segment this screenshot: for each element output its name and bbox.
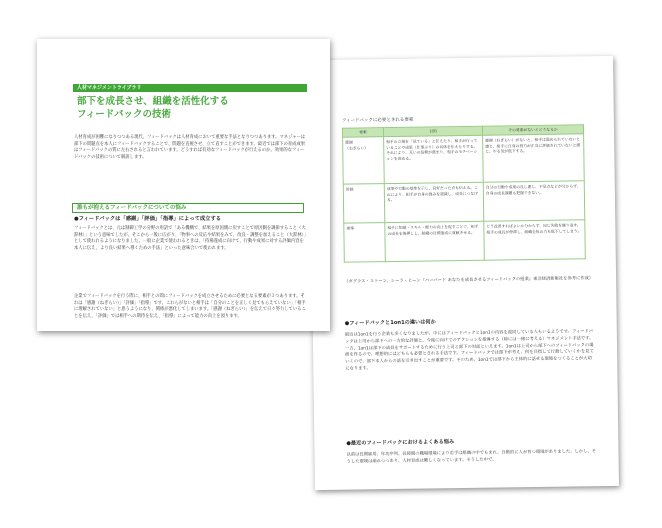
table-cell-purpose: 成果や行動の基準を示し、良好だった点も伝える。これにより、相手が自身の強みを認識し、成長につなげる。 [384,182,484,222]
body-paragraph: 最近は1on1を行う企業も多くなりましたが、中にはフィードバックと1on1の内容を混同している人もいるようです。フィードバックは上司から部下への一方的な評価と、今後に向けてのアクションを指導する（時には一緒に考える）マネジメント手法です。一方、1on1は部下の成長をサポートするために行う上司と部下の対話といえます。1on1は上司から部下へのフィードバックの場面を作るので、理想的にはどちらも必要とされる手法です。フィードバックでは部下が考え、何を目指して行動していくかを見ていくので、部下本人からの話を引き出すことが重要です。そのため、1on1では部下から主体的に話せる環境をつくることが大切になります。 [344,329,594,372]
table-cell-type: 感謝 （ねぎらい） [343,137,385,185]
table-cell-without: 感謝（ねぎらい）がないと、相手は認められていないと感じ、相手に自身の努力が正当に評価されていないと感じ、やる気が低下する。 [483,134,585,182]
front-page [37,39,330,331]
feedback-elements-table [342,124,586,262]
table-header-cell: その要素がないとどうなるか [482,125,583,135]
table-header-cell: 目的 [383,126,482,136]
table-cell-without: 自分の行動や成果の良し悪し、不足点などが分からず、自身の成長課題も把握できない。 [483,181,585,221]
back-page [309,56,619,490]
table-row [343,134,585,184]
body-paragraph: 企業でフィードバックを行う際に、相手との間にフィードバックを成立させるために必要となる要素が３つあります。それは「感謝（ねぎらい）」「評価」「指導」です。これらがないと相手は「自分のことを正しく見てもらえていない」「相手に理解されていない」と思うようになり、関係が悪化してしまいます。「感謝（ねぎらい）」を伝えて日々努力していることを伝え、「評価」では相手への期待を伝え、「指導」によって能力の向上を図ります。 [74,294,306,319]
table-cell-type: 評価 [343,184,385,224]
table-citation: （ダグラス・ストーン、シーラ・ヒーン『ハーバード あなたを成長させるフィードバックの授業』東洋経済新報社を参考に作成） [344,276,594,285]
section-heading: ●最近のフィードバックにおけるよくある悩み [346,439,455,447]
table-row [343,181,585,223]
page-title [77,95,307,121]
table-cell-type: 指導 [344,223,386,263]
title-line: 部下を成長させ、組織を活性化する [77,96,229,107]
table-label: フィードバックに必要とされる要素 [341,117,414,124]
section-title: 誰もが抱えるフィードバックについての悩み [72,203,304,213]
table-cell-without: どう改善すればよいか分からず、同じ失敗を繰り返す。相手の成長が停滞し、組織全体の力も低下してしまう。 [484,220,586,260]
section-heading: ●フィードバックと1on1の違いは何か [344,319,436,327]
library-label: 人材マネジメントライブラリ [73,84,307,92]
table-row [344,220,586,262]
table-cell-purpose: 相手の立場を「見ている」と伝えたり、相手が行っていることや成果（仕事ぶり）の具体を伝えたりする。それにより、互いの信頼が強まり、相手のモチベーションを高める。 [384,135,484,183]
title-line: フィードバックの技術 [77,109,172,120]
table-cell-purpose: 相手に知識・スキル・能力の向上を促すことで、相手の成長を後押しし、組織の目標達成に貢献させる。 [385,221,485,261]
body-paragraph: フィードバックとは、元は制御工学の分野の用語で「ある機構で、結果を原因側に戻すことで原因側を調節すること（大辞林）」という意味でしたが、そこから一般に広がり、「物事への反応や結果をみて、改良・調整を加えること（大辞林）」として使われるようになりました。一般に企業で使われるときは、「持場遂成に向けて、行動や成果に対する評価内容を本人に伝え、より良い結果へ導くための手法」といった意味合いで使われます。 [74,226,306,251]
sub-heading: ●フィードバックは「感謝」「評価」「指導」によって成立する [74,216,222,222]
table-header-cell: 要素 [342,128,383,138]
body-paragraph: 以前は長期雇用、年功序列、長時間の職場環境により若手は組織の中でもまれ、自動的に人が育つ環境がありました。しかし、そうした環境は崩れつつあり、人材育成は難しくなっています。そうした中で、 [346,449,597,465]
intro-paragraph: 人材育成が困難になりつつある現代、フィードバックは人材育成において重要な手法となりつつあります。マネジャーは部下の問題点を本人にフィードバックすることで、問題を直視させ、立て直すことができます。最近では部下の育成成果はフィードバックの質に左右されると言われています。どうすれば有効なフィードバックが行えるのか。効果的なフィードバックの技術について解説します。 [74,135,306,160]
